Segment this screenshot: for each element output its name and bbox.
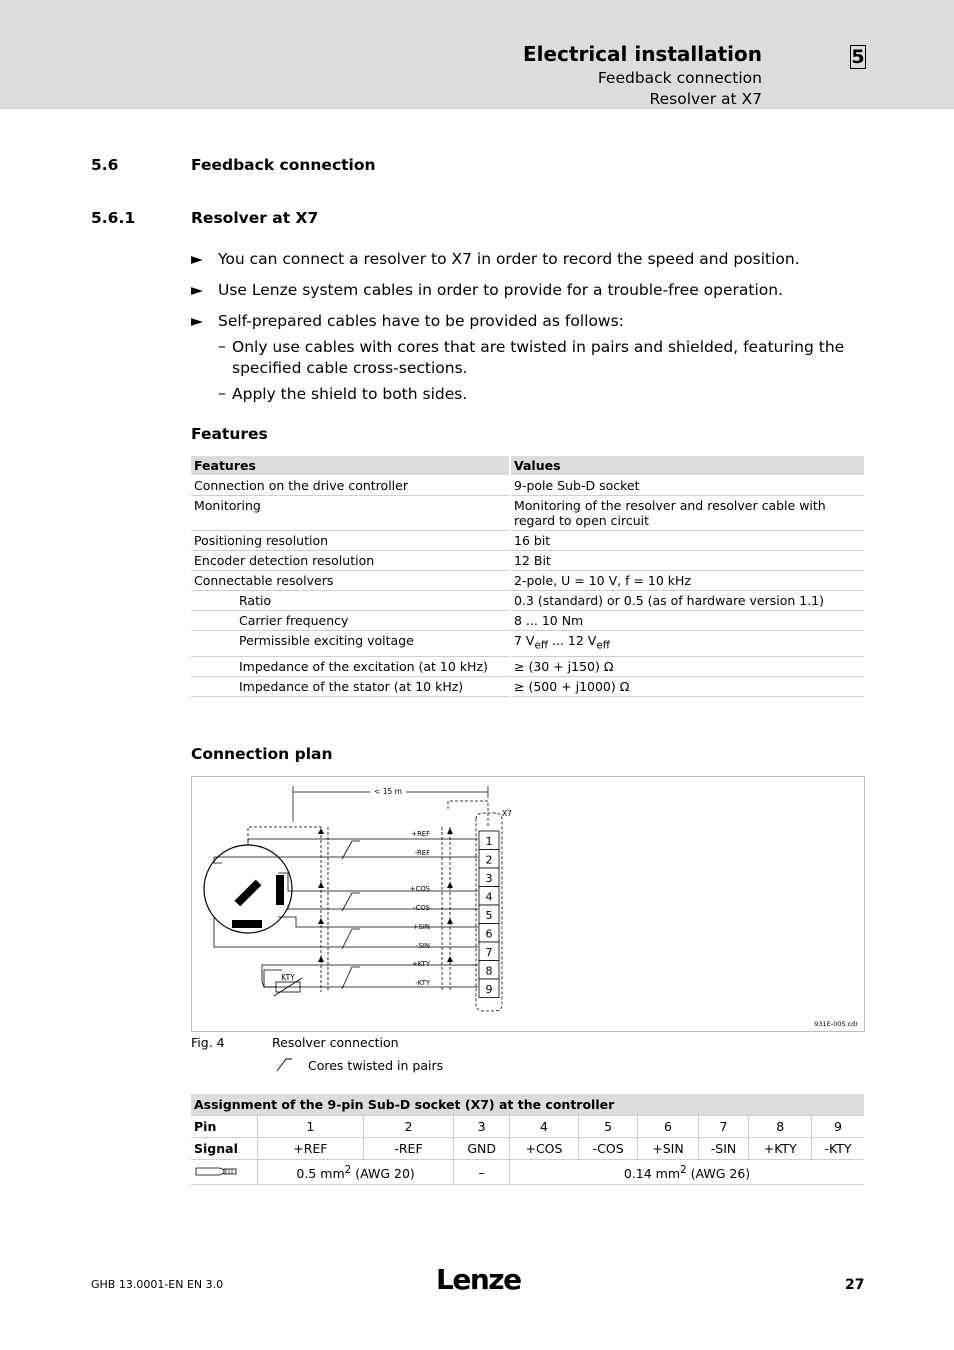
dash-marker: – [218, 384, 226, 402]
pin-numbers [486, 835, 493, 996]
connector-shield [448, 801, 488, 827]
bullet-text-3: Self-prepared cables have to be provided as follows: [218, 312, 624, 330]
signal-label: -COS [413, 904, 430, 912]
document-id: GHB 13.0001-EN EN 3.0 [91, 1278, 224, 1291]
pin-cell: 5 [578, 1116, 638, 1138]
pin-cell: 6 [638, 1116, 698, 1138]
subsection-title: Resolver at X7 [191, 209, 319, 227]
signal-cell: -KTY [812, 1138, 864, 1160]
feature-cell: Connection on the drive controller [191, 476, 510, 496]
figure-legend: Cores twisted in pairs [308, 1058, 444, 1073]
length-label: < 15 m [374, 787, 402, 796]
value-cell: 2-pole, U = 10 V, f = 10 kHz [510, 571, 864, 591]
table-row [191, 551, 864, 571]
signal-label: -KTY [415, 979, 430, 987]
feature-cell: Impedance of the stator (at 10 kHz) [191, 676, 510, 696]
chapter-number: 5 [851, 46, 865, 68]
value-cell: Monitoring of the resolver and resolver cable with regard to open circuit [510, 496, 864, 531]
pin-number: 3 [485, 872, 493, 885]
bullet-text-1: You can connect a resolver to X7 in order to record the speed and position. [218, 250, 800, 268]
cable-icon [191, 1160, 258, 1185]
cross-section-cell: – [454, 1160, 510, 1185]
pin-assignment-table [191, 1094, 864, 1185]
pin-cell: 7 [698, 1116, 749, 1138]
feature-cell: Monitoring [191, 496, 510, 531]
signal-labels [410, 830, 431, 987]
cross-section-value: 0.14 mm [623, 1166, 681, 1182]
header-subtitle-2: Resolver at X7 [649, 90, 762, 108]
table-row [191, 571, 864, 591]
section-title: Feedback connection [191, 156, 376, 174]
signal-cell: -COS [578, 1138, 638, 1160]
value-cell: ≥ (500 + j1000) Ω [510, 676, 864, 696]
table-row [191, 656, 864, 676]
value-cell: 0.3 (standard) or 0.5 (as of hardware version 1.1) [510, 591, 864, 611]
feature-cell: Connectable resolvers [191, 571, 510, 591]
connection-plan-heading: Connection plan [191, 745, 333, 763]
table-row [191, 591, 864, 611]
feature-cell: Carrier frequency [191, 611, 510, 631]
value-subscript: eff [534, 639, 549, 652]
signal-cell: -REF [363, 1138, 453, 1160]
feature-cell: Impedance of the excitation (at 10 kHz) [191, 656, 510, 676]
signal-label: +KTY [412, 960, 430, 968]
signal-label: +REF [411, 830, 430, 838]
kty-wire [264, 970, 282, 987]
signal-cell: GND [454, 1138, 510, 1160]
pin-number: 8 [485, 964, 493, 978]
connector-label: X7 [502, 809, 512, 818]
resolver-stator-winding [276, 875, 284, 905]
connection-diagram [191, 776, 865, 1032]
value-cell: 16 bit [510, 531, 864, 551]
kty-label: KTY [281, 973, 295, 982]
subsection-number: 5.6.1 [91, 209, 136, 227]
cross-section-sup: 2 [680, 1164, 687, 1176]
cable-shield-left [248, 827, 321, 992]
value-cell: ≥ (30 + j150) Ω [510, 656, 864, 676]
cross-section-cell [258, 1160, 454, 1185]
resolver-rotor-winding [235, 880, 262, 907]
feature-cell: Encoder detection resolution [191, 551, 510, 571]
cross-section-awg: (AWG 20) [351, 1166, 415, 1182]
pin-cell: 4 [510, 1116, 579, 1138]
pin-number: 9 [485, 983, 493, 996]
signal-cell: +SIN [638, 1138, 698, 1160]
shield-arrows [318, 828, 453, 962]
pin-number: 4 [485, 890, 493, 904]
signal-label: +COS [409, 885, 430, 893]
page-header [0, 0, 954, 109]
table-row [191, 631, 864, 657]
signal-label: +SIN [412, 923, 430, 931]
table-caption: Assignment of the 9-pin Sub-D socket (X7) at the controller [191, 1094, 864, 1116]
table-header-row [191, 456, 864, 476]
cross-section-awg: (AWG 26) [686, 1166, 751, 1182]
pin-cell: 3 [454, 1116, 510, 1138]
value-cell [510, 631, 864, 657]
row-label: Pin [191, 1116, 258, 1138]
signal-row [191, 1138, 864, 1160]
table-caption-row [191, 1094, 864, 1116]
value-part: 7 V [514, 633, 535, 648]
signal-wires [214, 839, 478, 987]
pin-cell: 1 [258, 1116, 364, 1138]
dash-marker: – [218, 337, 226, 355]
signal-label: -REF [414, 849, 430, 857]
cable-icon [194, 1165, 238, 1177]
twisted-pair-icon [274, 1057, 294, 1073]
table-row [191, 611, 864, 631]
row-label: Signal [191, 1138, 258, 1160]
section-number: 5.6 [91, 156, 119, 174]
bullet-text-2: Use Lenze system cables in order to provide for a trouble-free operation. [218, 281, 784, 299]
table-row [191, 676, 864, 696]
figure-caption: Resolver connection [272, 1035, 399, 1050]
figure-number: Fig. 4 [191, 1035, 225, 1050]
signal-cell: +REF [258, 1138, 364, 1160]
cross-section-value: 0.5 mm [296, 1166, 345, 1182]
resolver-stator-winding [232, 920, 262, 928]
table-row [191, 531, 864, 551]
pin-number: 5 [485, 909, 493, 922]
pin-number: 1 [485, 835, 493, 848]
pin-number: 7 [485, 946, 493, 959]
bullet-marker: ► [191, 250, 203, 268]
feature-cell: Ratio [191, 591, 510, 611]
signal-cell: -SIN [698, 1138, 749, 1160]
header-subtitle-1: Feedback connection [597, 69, 762, 87]
signal-cell: +COS [510, 1138, 579, 1160]
value-part: ... 12 V [548, 633, 597, 648]
value-subscript: eff [596, 639, 610, 652]
column-header-features: Features [191, 456, 510, 476]
signal-cell: +KTY [749, 1138, 812, 1160]
table-row [191, 476, 864, 496]
feature-cell: Positioning resolution [191, 531, 510, 551]
wiring-schematic [192, 777, 864, 1031]
header-title: Electrical installation [522, 42, 762, 66]
features-heading: Features [191, 425, 268, 443]
cross-section-row [191, 1160, 864, 1185]
pin-cell: 8 [749, 1116, 812, 1138]
cross-section-cell [510, 1160, 864, 1185]
lenze-logo: Lenze [436, 1263, 521, 1296]
page-number: 27 [845, 1277, 865, 1293]
bullet-marker: ► [191, 312, 203, 330]
sub-bullet-2: Apply the shield to both sides. [232, 385, 468, 403]
signal-label: -SIN [416, 942, 430, 950]
column-header-values: Values [510, 456, 864, 476]
pin-cell: 2 [363, 1116, 453, 1138]
pin-number: 6 [485, 927, 493, 941]
file-reference: 931E-005.cdr [814, 1020, 858, 1028]
value-cell: 12 Bit [510, 551, 864, 571]
value-cell: 8 ... 10 Nm [510, 611, 864, 631]
features-table [191, 456, 864, 697]
bullet-marker: ► [191, 281, 203, 299]
value-cell: 9-pole Sub-D socket [510, 476, 864, 496]
pin-row [191, 1116, 864, 1138]
feature-cell: Permissible exciting voltage [191, 631, 510, 657]
twisted-pair-marks [342, 841, 360, 989]
cross-section-sup: 2 [344, 1164, 352, 1176]
pin-cell: 9 [812, 1116, 864, 1138]
sub-bullet-1: Only use cables with cores that are twisted in pairs and shielded, featuring the specified cable cross-sections. [232, 338, 845, 377]
table-row [191, 496, 864, 531]
pin-number: 2 [485, 853, 493, 867]
